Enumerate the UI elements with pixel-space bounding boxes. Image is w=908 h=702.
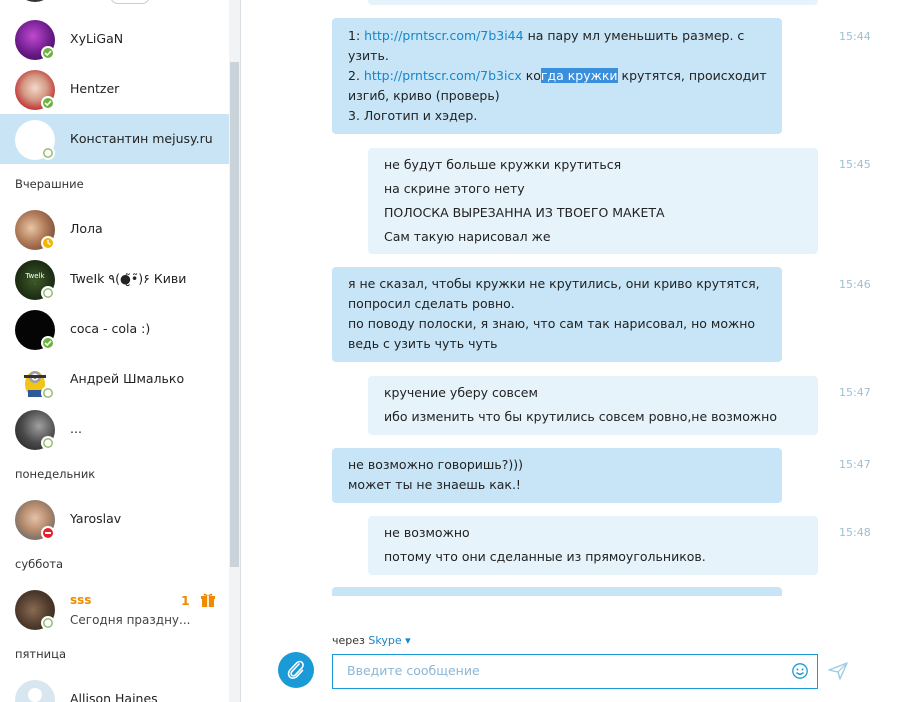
message-line: Сам такую нарисовал же — [384, 229, 551, 244]
contact-item-twelk[interactable] — [0, 254, 230, 304]
contact-item-lola[interactable] — [0, 204, 230, 254]
message-line: по поводу полоски, я знаю, что сам так нарисовал, но можно — [348, 316, 756, 331]
via-service-dropdown[interactable]: Skype — [368, 634, 402, 647]
svg-text:·: · — [34, 282, 36, 287]
message-bubble-partial — [332, 587, 782, 596]
message-link[interactable]: http://prntscr.com/7b3i44 — [364, 28, 524, 43]
send-via-label — [332, 634, 411, 647]
contact-item-dots[interactable] — [0, 404, 230, 454]
contact-name: Allison Haines — [70, 691, 158, 702]
contact-name: Константин mejusy.ru — [70, 131, 213, 146]
via-prefix: через — [332, 634, 369, 647]
gift-icon — [200, 592, 216, 608]
status-online-icon — [41, 46, 55, 60]
message-timestamp: 15:46 — [839, 278, 871, 291]
contact-name: sss — [70, 593, 92, 607]
message-line: потому что они сделанные из прямоугольников. — [384, 549, 706, 564]
message-line — [348, 66, 766, 86]
status-offline-icon — [41, 146, 55, 160]
message-text: 1: — [348, 28, 365, 43]
unread-count-badge: 1 — [181, 593, 190, 608]
message-input[interactable] — [347, 663, 777, 678]
message-line: не будут больше кружки крутиться — [384, 157, 622, 172]
contact-item-konstantin[interactable] — [0, 114, 230, 164]
section-label-saturday: суббота — [15, 557, 64, 571]
svg-text:Twelk: Twelk — [25, 272, 45, 280]
contact-name: Андрей Шмалько — [70, 371, 185, 386]
section-label-friday: пятница — [15, 647, 67, 661]
message-line: ведь с узить чуть чуть — [348, 336, 498, 351]
status-offline-icon — [41, 616, 55, 630]
message-bubble-outgoing[interactable] — [332, 18, 782, 134]
message-text: крутятся, происходит — [617, 68, 767, 83]
selected-text: гда кружки — [540, 68, 618, 83]
emoticon-icon[interactable] — [791, 662, 809, 680]
sidebar-scrollbar-thumb[interactable] — [230, 62, 239, 567]
status-offline-icon — [41, 436, 55, 450]
status-online-icon — [41, 336, 55, 350]
contact-item-allison-haines[interactable] — [0, 674, 230, 702]
message-bubble-incoming[interactable] — [368, 376, 818, 435]
message-bubble-partial-top — [368, 0, 818, 5]
message-line: попросил сделать ровно. — [348, 296, 515, 311]
status-offline-icon — [41, 286, 55, 300]
message-line: может ты не знаешь как.! — [348, 477, 521, 492]
contact-item-coca-cola[interactable] — [0, 304, 230, 354]
message-bubble-incoming[interactable] — [368, 516, 818, 575]
contact-item-yaroslav[interactable] — [0, 494, 230, 544]
contact-name: ... — [70, 421, 82, 436]
contact-name: Лола — [70, 221, 103, 236]
message-line: на скрине этого нету — [384, 181, 525, 196]
status-offline-icon — [41, 386, 55, 400]
contact-preview: Сегодня праздну... — [70, 613, 191, 627]
message-bubble-incoming[interactable] — [368, 148, 818, 254]
message-input-box[interactable] — [332, 654, 818, 689]
contact-item-andrey[interactable] — [0, 354, 230, 404]
message-line: 3. Логотип и хэдер. — [348, 108, 478, 123]
message-line: ибо изменить что бы крутились совсем ровно,не возможно — [384, 409, 777, 424]
message-timestamp: 15:47 — [839, 458, 871, 471]
message-line: узить. — [348, 48, 389, 63]
contact-name: coca - cola :) — [70, 321, 151, 336]
message-text: ко — [521, 68, 541, 83]
message-text: на пару мл уменьшить размер. с — [523, 28, 745, 43]
message-link[interactable]: http://prntscr.com/7b3icx — [363, 68, 522, 83]
message-line — [348, 26, 766, 46]
message-timestamp: 15:44 — [839, 30, 871, 43]
attach-button[interactable] — [278, 652, 314, 688]
message-line: изгиб, криво (проверь) — [348, 88, 500, 103]
paperclip-icon — [278, 652, 314, 688]
message-line: не возможно — [384, 525, 470, 540]
message-line: я не сказал, чтобы кружки не крутились, они криво крутятся, — [348, 276, 760, 291]
scroll-up-tab[interactable] — [110, 0, 150, 4]
chat-history — [241, 0, 908, 600]
contact-name: TweIk ٩(●̮̮̃•̃)۶ Киви — [70, 271, 187, 286]
contact-item-xyligan[interactable] — [0, 14, 230, 64]
send-icon[interactable] — [828, 662, 848, 680]
contact-name: Hentzer — [70, 81, 120, 96]
contact-item-hentzer[interactable] — [0, 64, 230, 114]
message-line: ПОЛОСКА ВЫРЕЗАННА ИЗ ТВОЕГО МАКЕТА — [384, 205, 665, 220]
message-timestamp: 15:45 — [839, 158, 871, 171]
contact-item-sss[interactable] — [0, 584, 230, 634]
message-line: кручение уберу совсем — [384, 385, 538, 400]
message-timestamp: 15:48 — [839, 526, 871, 539]
section-label-yesterday: Вчерашние — [15, 177, 84, 191]
status-away-icon — [41, 236, 55, 250]
status-dnd-icon — [41, 0, 55, 2]
status-online-icon — [41, 96, 55, 110]
section-label-monday: понедельник — [15, 467, 96, 481]
contact-name: XyLiGaN — [70, 31, 124, 46]
message-bubble-outgoing[interactable] — [332, 267, 782, 362]
contact-name: Yaroslav — [70, 511, 122, 526]
message-bubble-outgoing[interactable] — [332, 448, 782, 503]
message-text: 2. — [348, 68, 364, 83]
contacts-sidebar — [0, 0, 241, 702]
avatar — [15, 680, 55, 702]
sidebar-scrollbar[interactable] — [229, 0, 240, 702]
message-line: не возможно говоришь?))) — [348, 457, 523, 472]
message-timestamp: 15:47 — [839, 386, 871, 399]
chevron-down-icon[interactable]: ▾ — [401, 634, 411, 647]
status-dnd-icon — [41, 526, 55, 540]
